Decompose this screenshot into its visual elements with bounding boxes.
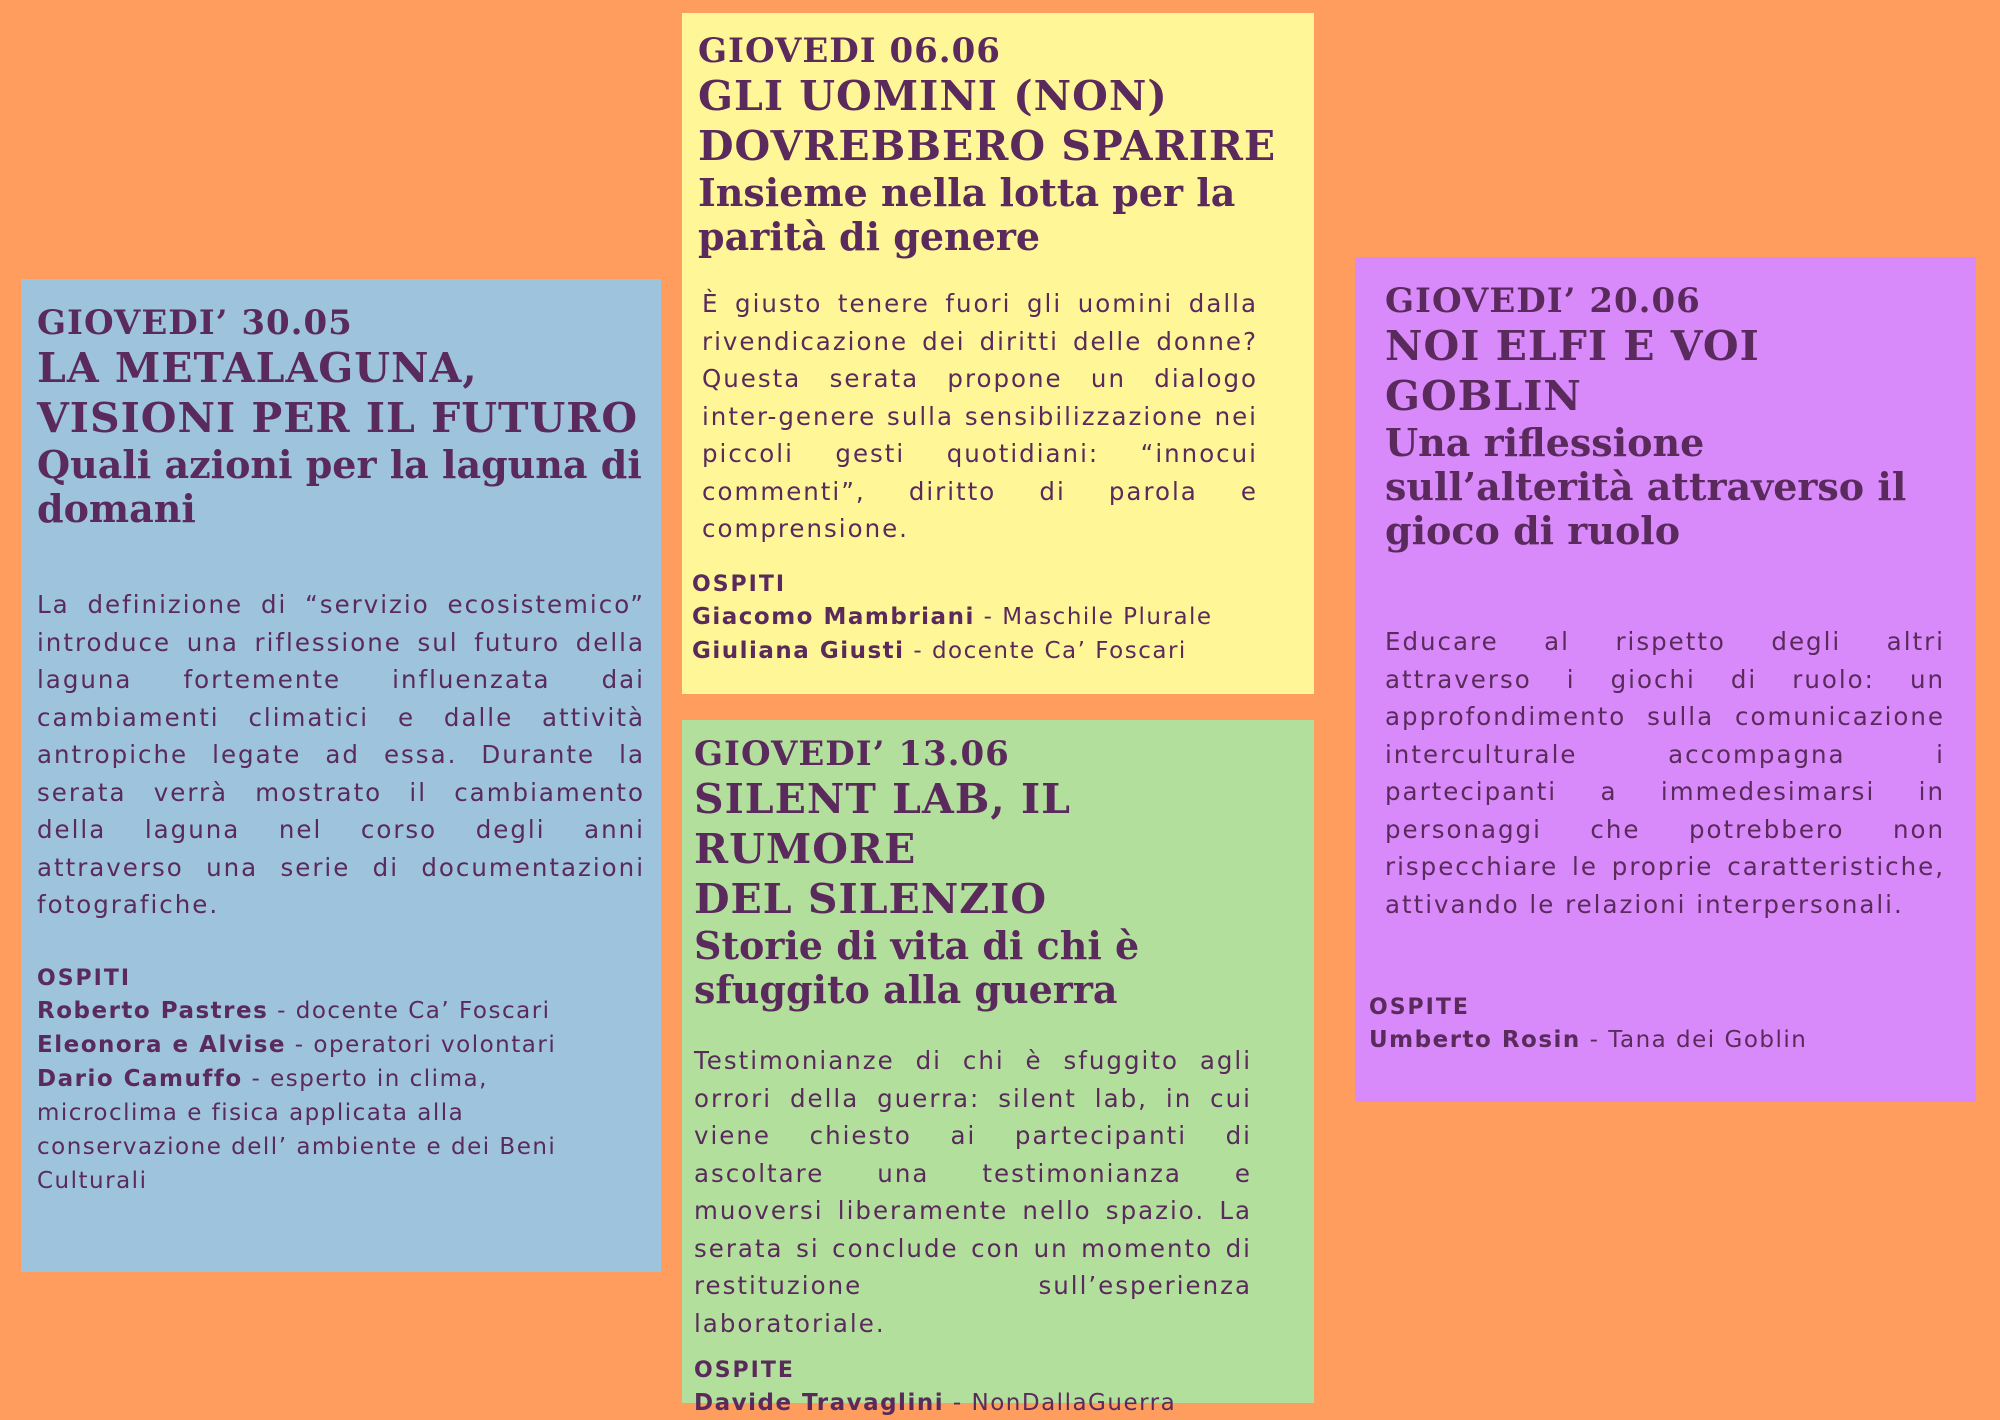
guests-label: OSPITE <box>694 1358 795 1383</box>
guest-entry <box>37 1028 637 1062</box>
guest-entry <box>692 634 1296 668</box>
event-subtitle: Quali azioni per la laguna di domani <box>37 442 642 531</box>
guests-section <box>692 570 1296 668</box>
event-date: GIOVEDI 06.06 <box>698 31 1001 71</box>
event-card-metalaguna <box>21 279 661 1272</box>
event-header <box>694 734 1254 1012</box>
event-header <box>37 303 645 531</box>
event-title-line2: VISIONI PER IL FUTURO <box>37 394 639 442</box>
guests-section <box>37 964 645 1198</box>
guest-name: Davide Travaglini <box>694 1390 945 1416</box>
event-description: Testimonianze di chi è sfuggito agli orrori della guerra: silent lab, in cui viene chiesto ai partecipanti di ascoltare una testimonianza e muoversi liberamente nello spazio. La serata si conclude con un momento di restituzione sull’esperienza laboratoriale. <box>694 1046 1252 1338</box>
guest-role: - docente Ca’ Foscari <box>268 997 551 1024</box>
event-title-line1: GLI UOMINI (NON) <box>698 72 1168 120</box>
guest-role: - operatori volontari <box>286 1031 557 1058</box>
event-title-line2: DOVREBBERO SPARIRE <box>698 122 1277 170</box>
event-subtitle: Storie di vita di chi è sfuggito alla guerra <box>694 923 1140 1012</box>
event-header <box>698 31 1296 259</box>
event-card-uomini <box>682 13 1314 694</box>
guests-section <box>1369 993 1946 1057</box>
guest-name: Dario Camuffo <box>37 1065 243 1092</box>
guest-role: - NonDallaGuerra <box>944 1390 1177 1416</box>
event-header <box>1385 281 1946 553</box>
event-description: Educare al rispetto degli altri attraverso i giochi di ruolo: un approfondimento sulla comunicazione interculturale accompagna i partecipanti a immedesimarsi in personaggi che potrebbero non rispecchiare le proprie caratteristiche, attivando le relazioni interpersonali. <box>1385 627 1945 919</box>
guest-role: - Maschile Plurale <box>974 603 1213 630</box>
event-title-line1: SILENT LAB, IL RUMORE <box>694 775 1071 873</box>
event-title-line1: NOI ELFI E VOI GOBLIN <box>1385 322 1760 420</box>
guest-entry <box>694 1386 1254 1420</box>
event-date: GIOVEDI’ 30.05 <box>37 303 353 343</box>
guest-role: - esperto in clima, microclima e fisica applicata alla conservazione dell’ ambiente e dei Beni Culturali <box>37 1065 557 1194</box>
event-card-elfi-goblin <box>1355 257 1976 1102</box>
guest-entry <box>37 994 637 1028</box>
guest-entry <box>1369 1023 1946 1057</box>
guests-label: OSPITI <box>692 571 787 597</box>
guest-role: - Tana dei Goblin <box>1580 1027 1808 1053</box>
guests-label: OSPITE <box>1369 995 1470 1020</box>
guest-entry <box>37 1062 637 1198</box>
guests-label: OSPITI <box>37 965 132 991</box>
event-date: GIOVEDI’ 13.06 <box>694 734 1010 774</box>
event-date: GIOVEDI’ 20.06 <box>1385 281 1701 321</box>
guest-role: - docente Ca’ Foscari <box>904 637 1187 664</box>
event-title-line2: DEL SILENZIO <box>694 875 1048 923</box>
event-title-line1: LA METALAGUNA, <box>37 344 478 392</box>
event-subtitle: Insieme nella lotta per la parità di genere <box>698 170 1236 259</box>
event-subtitle: Una riflessione sull’alterità attraverso il gioco di ruolo <box>1385 420 1907 553</box>
guests-section <box>694 1356 1254 1420</box>
event-card-silent-lab <box>682 720 1314 1416</box>
guest-name: Umberto Rosin <box>1369 1027 1581 1053</box>
guest-name: Giacomo Mambriani <box>692 603 975 630</box>
guest-entry <box>692 600 1296 634</box>
guest-name: Giuliana Giusti <box>692 637 905 664</box>
event-description: La definizione di “servizio ecosistemico” introduce una riflessione sul futuro della laguna fortemente influenzata dai cambiamenti climatici e dalle attività antropiche legate ad essa. Durante la serata verrà mostrato il cambiamento della laguna nel corso degli anni attraverso una serie di documentazioni fotografiche. <box>37 590 645 919</box>
guest-name: Roberto Pastres <box>37 997 269 1024</box>
guest-name: Eleonora e Alvise <box>37 1031 286 1058</box>
event-description: È giusto tenere fuori gli uomini dalla rivendicazione dei diritti delle donne? Questa serata propone un dialogo inter-genere sulla sensibilizzazione nei piccoli gesti quotidiani: “innocui commenti”, diritto di parola e comprensione. <box>702 289 1258 543</box>
